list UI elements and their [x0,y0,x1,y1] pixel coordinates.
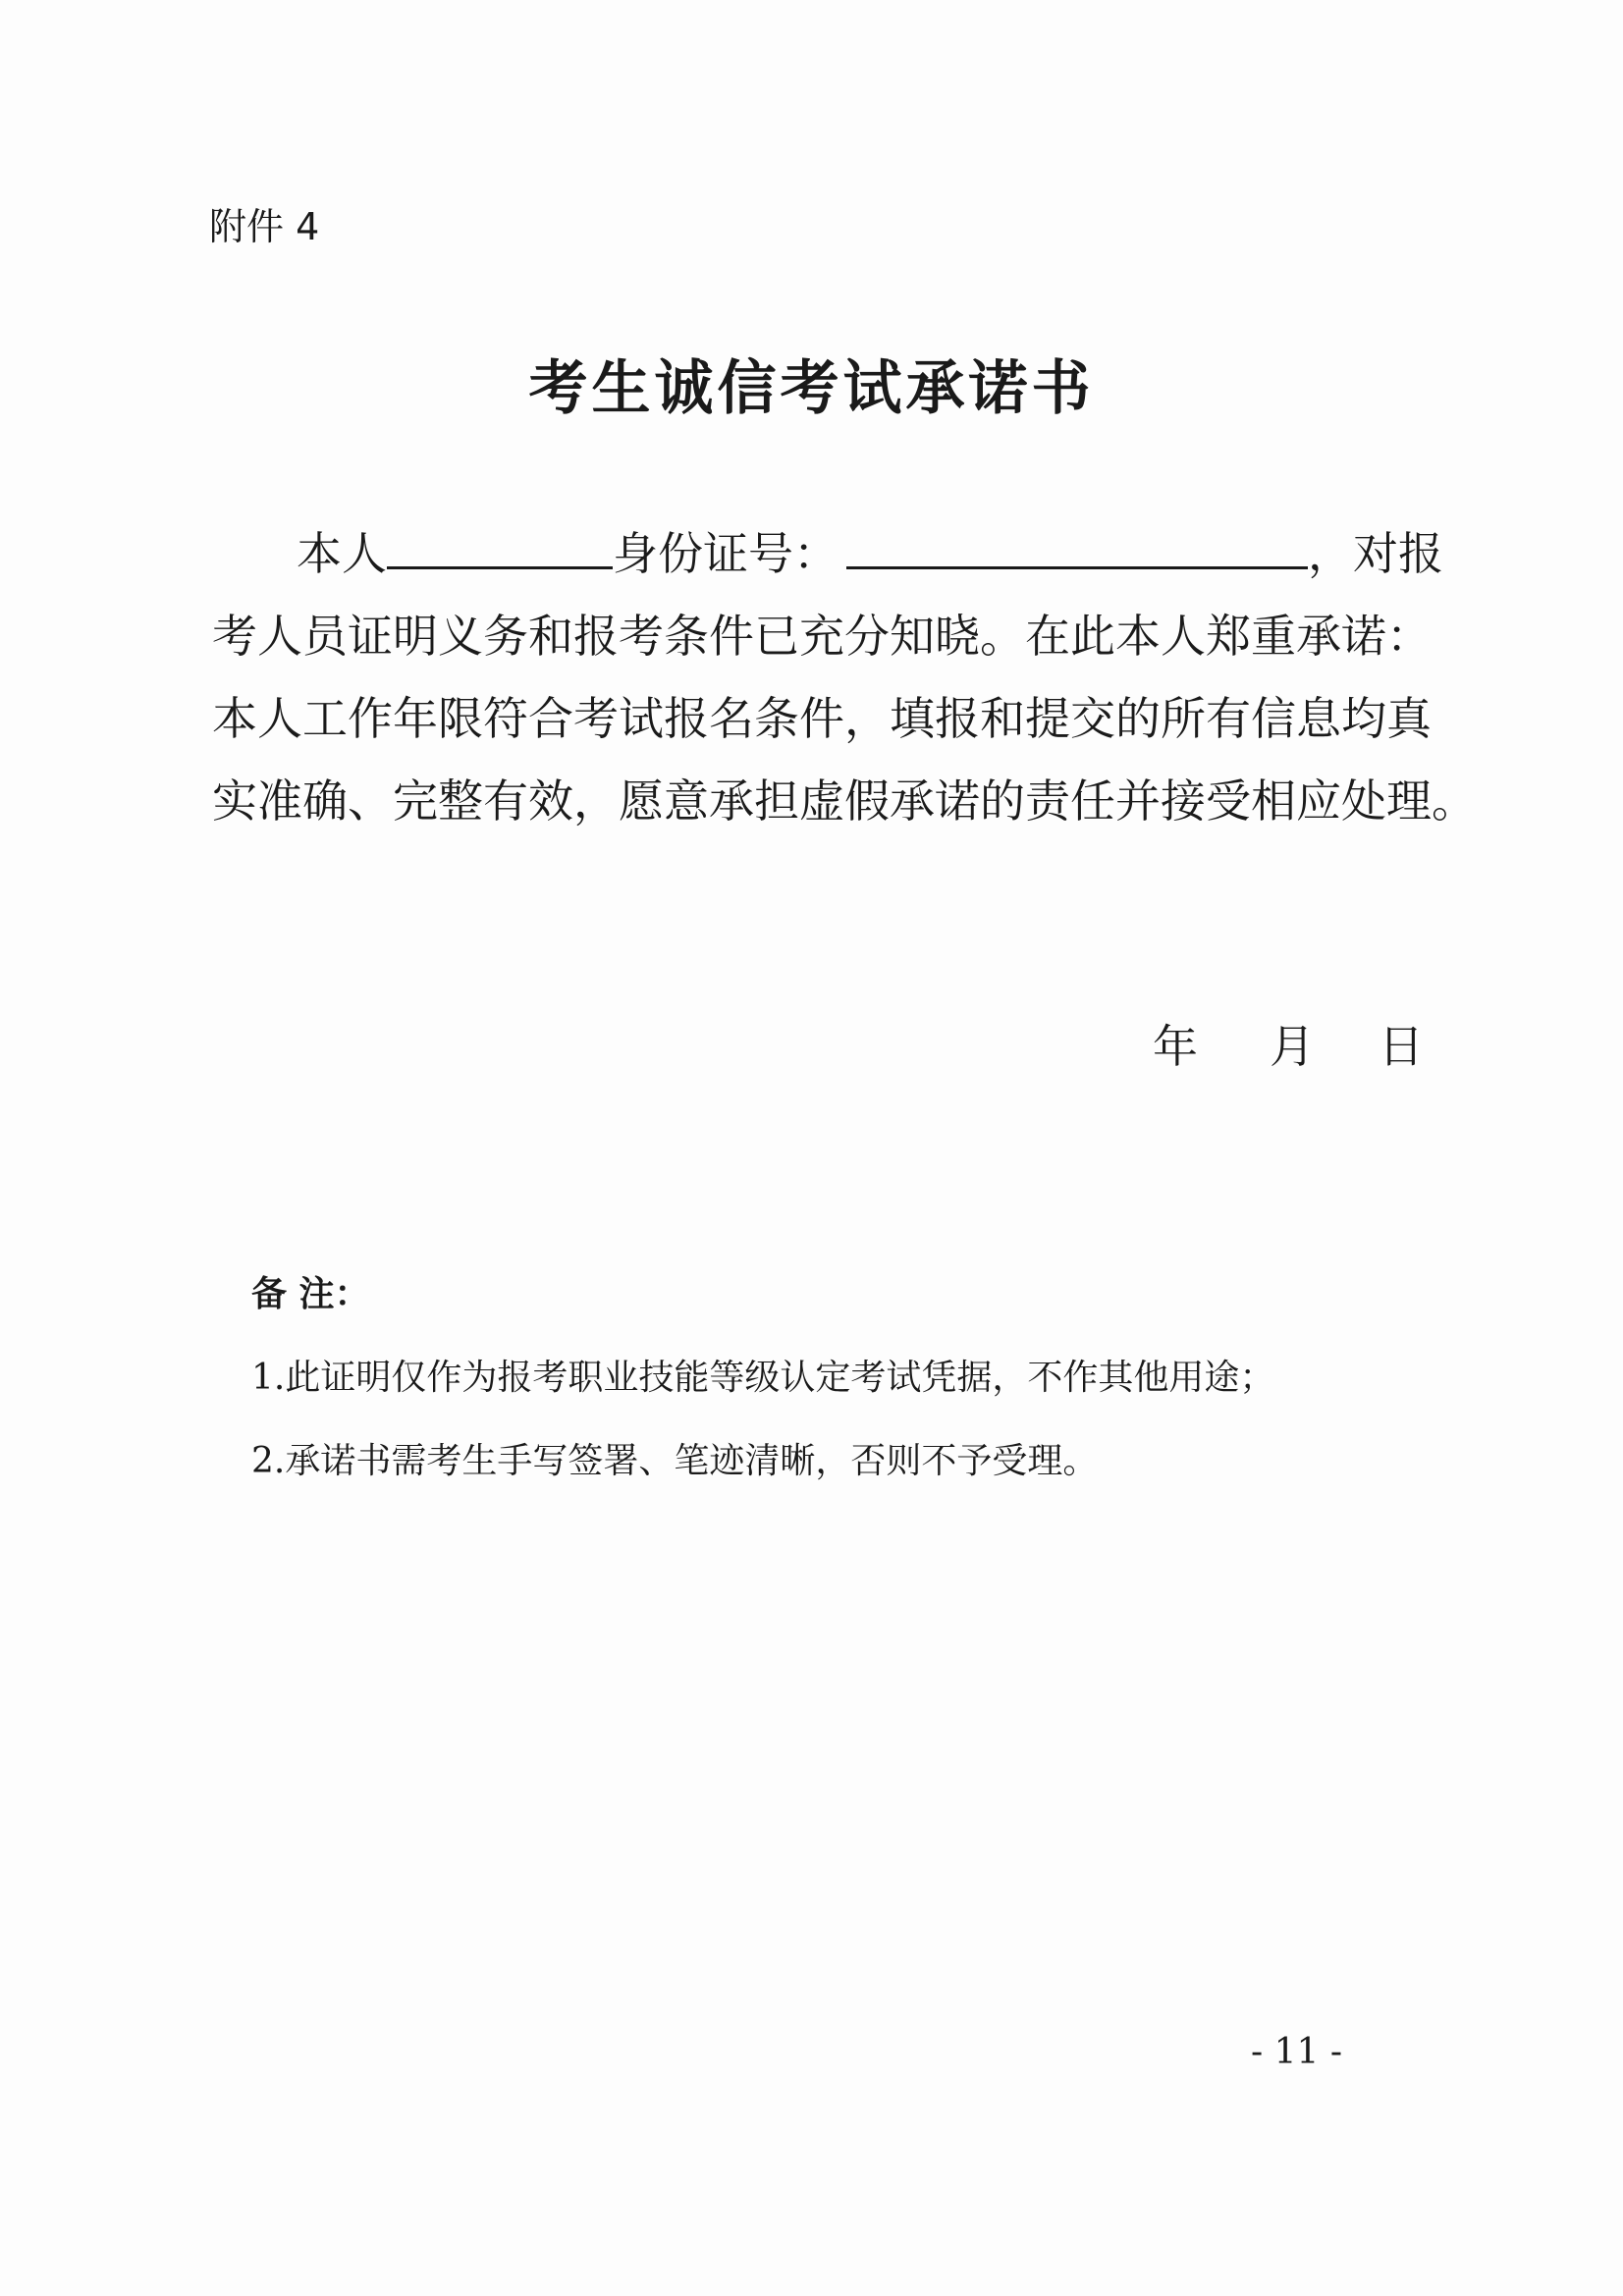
notes-heading: 备 注： [251,1273,370,1314]
page-number: - 11 - [1251,2032,1343,2072]
pledge-line-4: 实准确、完整有效，愿意承担虚假承诺的责任并接受相应处理。 [212,774,1477,828]
pledge-line-3: 本人工作年限符合考试报名条件，填报和提交的所有信息均真 [212,692,1432,745]
name-label: 本人 [297,527,387,580]
date-year: 年 [1153,1020,1198,1073]
attachment-label: 附件 4 [209,205,320,248]
date-month: 月 [1270,1020,1315,1073]
id-label: 身份证号： [613,527,839,580]
document-title: 考生诚信考试承诺书 [528,354,1095,423]
id-number-blank-field[interactable] [846,527,1308,569]
note-item-2: 2.承诺书需考生手写签署、笔迹清晰，否则不予受理。 [251,1441,1099,1481]
line1-suffix: ，对报 [1308,527,1443,580]
date-day: 日 [1379,1020,1424,1073]
pledge-line-2: 考人员证明义务和报考条件已充分知晓。在此本人郑重承诺： [212,610,1432,663]
name-blank-field[interactable] [387,527,613,569]
note-item-1: 1.此证明仅作为报考职业技能等级认定考试凭据，不作其他用途； [251,1358,1275,1398]
pledge-line-1 [212,518,1443,583]
